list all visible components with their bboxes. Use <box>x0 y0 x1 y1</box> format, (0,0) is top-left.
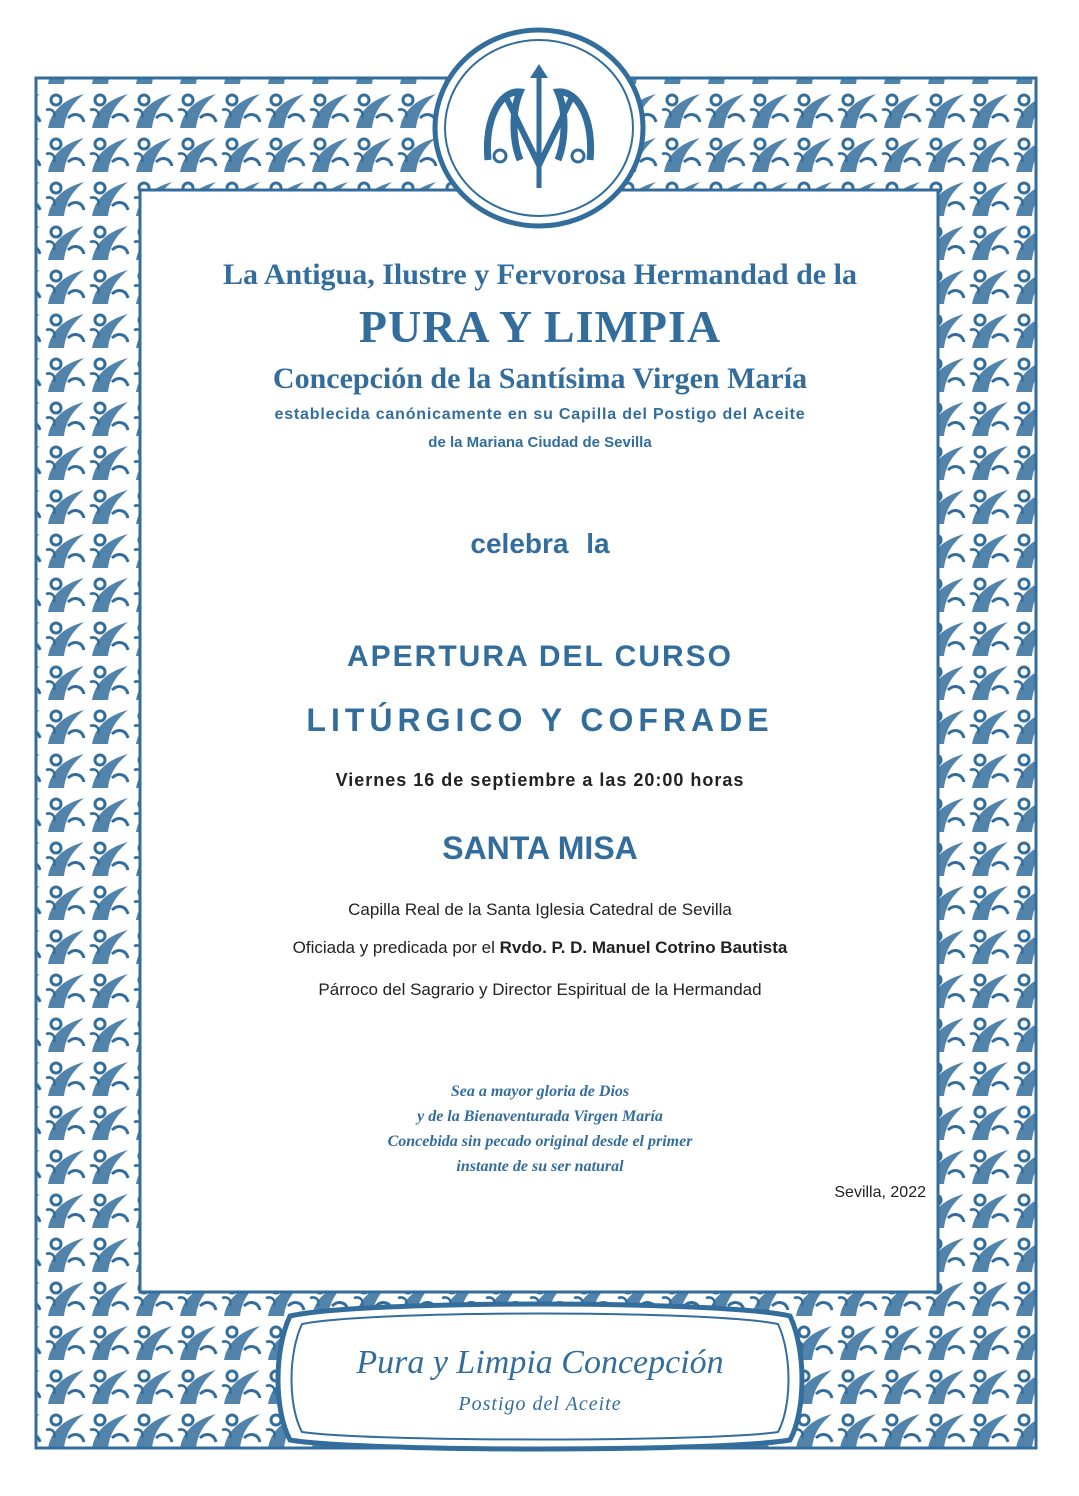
officiant-line <box>140 938 940 958</box>
celebrates-label: celebra la <box>470 528 610 559</box>
event-title-line1: APERTURA DEL CURSO <box>346 640 734 673</box>
motto-line: Concebida sin pecado original desde el primer <box>387 1133 693 1150</box>
brotherhood-heading: La Antigua, Ilustre y Fervorosa Hermandad de la <box>223 258 857 291</box>
officiant-name: Rvdo. P. D. Manuel Cotrino Bautista <box>499 938 788 957</box>
motto-line: instante de su ser natural <box>456 1158 624 1175</box>
motto-line: Sea a mayor gloria de Dios <box>450 1083 630 1100</box>
city-line: de la Mariana Ciudad de Sevilla <box>428 434 652 451</box>
event-title-line2: LITÚRGICO Y COFRADE <box>306 702 774 738</box>
monogram-medallion <box>435 30 643 226</box>
motto-line: y de la Bienaventurada Virgen María <box>417 1108 663 1125</box>
establishment-line: establecida canónicamente en su Capilla del Postigo del Aceite <box>274 406 806 423</box>
brotherhood-subtitle: Concepción de la Santísima Virgen María <box>272 362 808 395</box>
officiant-role: Párroco del Sagrario y Director Espiritual de la Hermandad <box>318 980 762 999</box>
footer-title: Pura y Limpia Concepción <box>356 1344 724 1381</box>
brotherhood-name: PURA Y LIMPIA <box>358 301 722 352</box>
venue-line: Capilla Real de la Santa Iglesia Catedral de Sevilla <box>348 900 732 919</box>
officiant-prefix: Oficiada y predicada por el <box>292 938 495 957</box>
footer-subtitle: Postigo del Aceite <box>458 1393 622 1415</box>
event-date: Viernes 16 de septiembre a las 20:00 horas <box>335 770 745 790</box>
place-date: Sevilla, 2022 <box>834 1184 926 1201</box>
mass-title: SANTA MISA <box>442 830 638 866</box>
